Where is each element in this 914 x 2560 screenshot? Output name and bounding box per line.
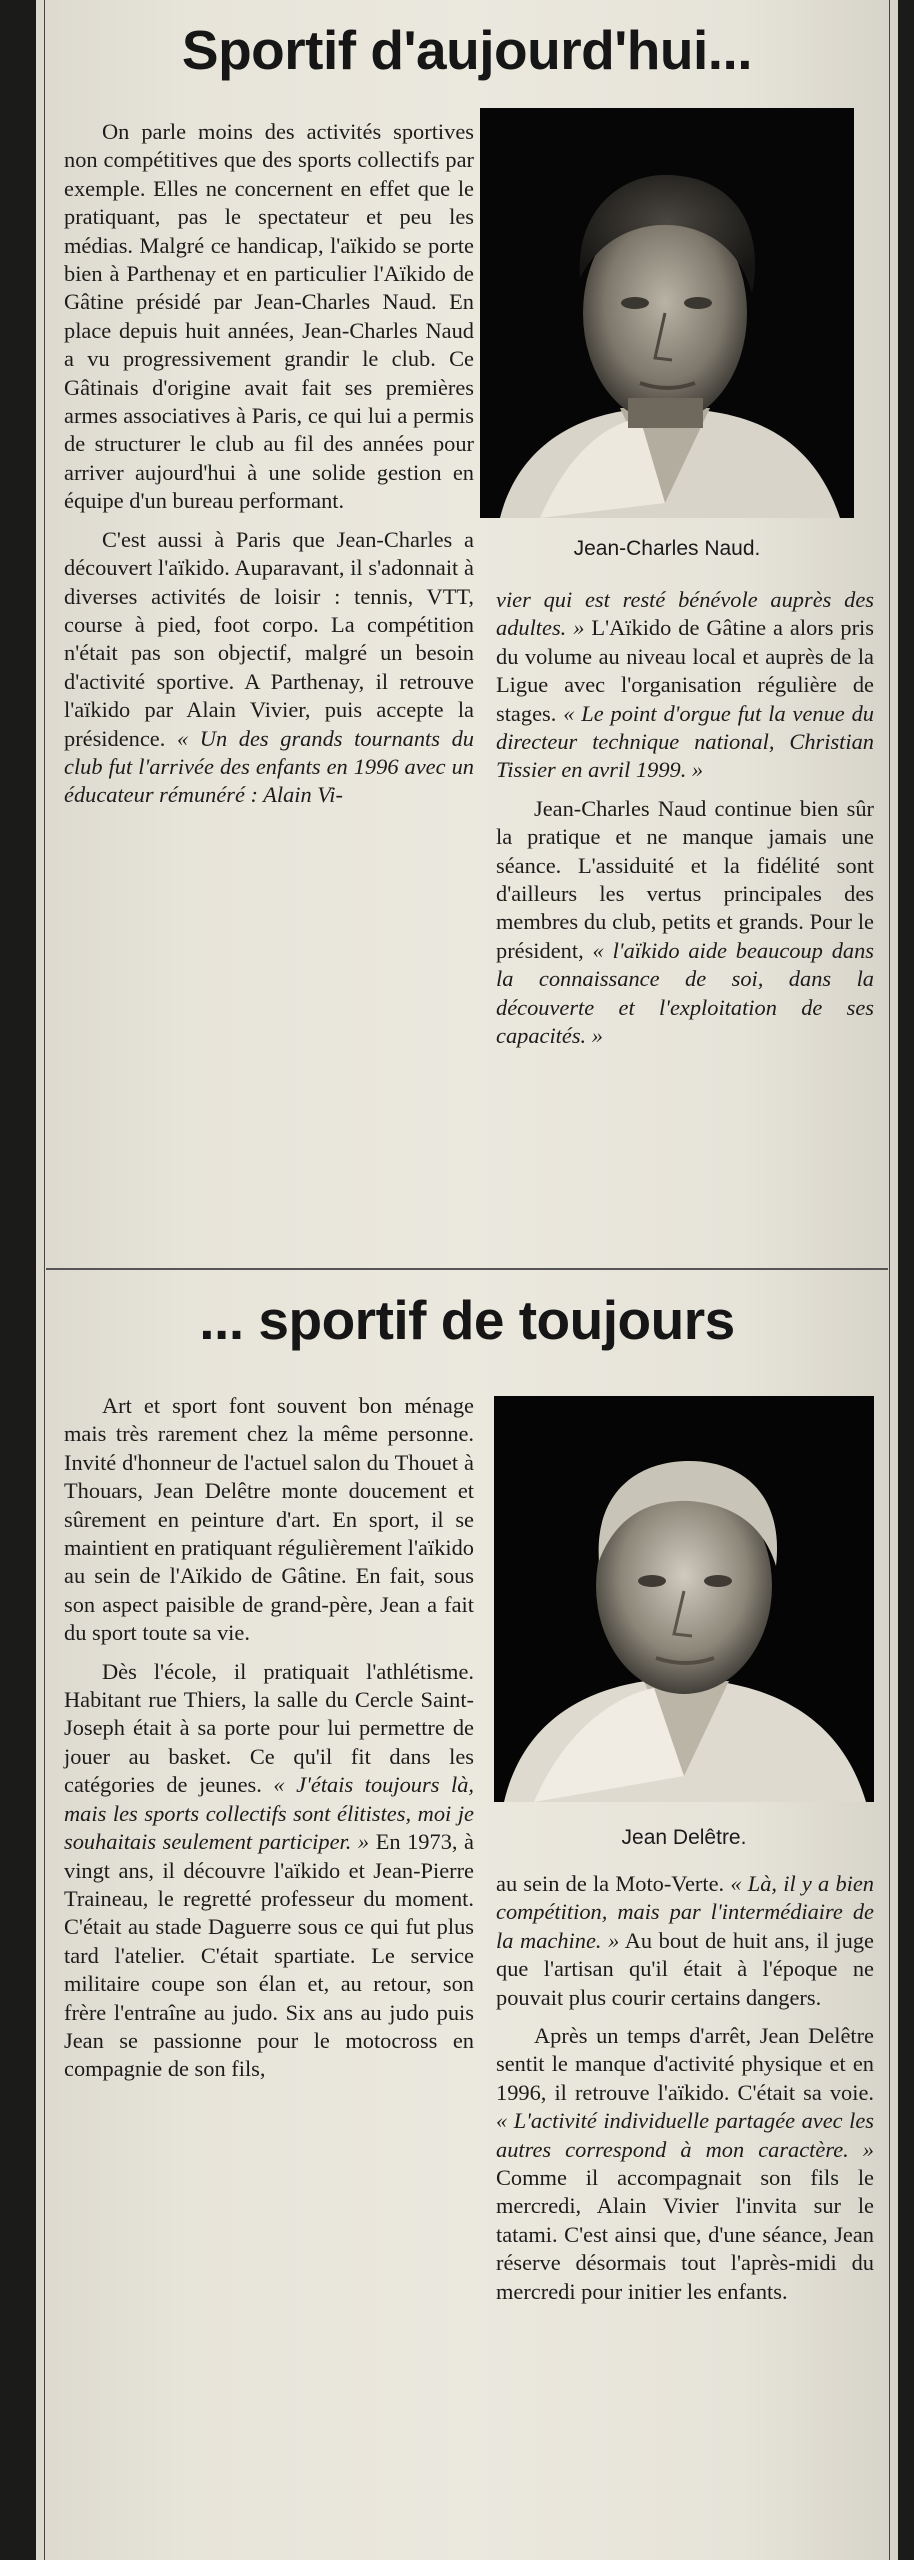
article-divider <box>46 1268 888 1270</box>
article2-right-column <box>496 1870 874 2306</box>
portrait-illustration <box>480 108 854 518</box>
right-column-rule <box>889 0 890 2560</box>
article1-quote: « Un des grands tournants du club fut l'arrivée des enfants en 1996 avec un éducateur rémunéré : Alain Vi- <box>64 725 474 808</box>
portrait-photo-jean-charles-naud <box>480 108 854 518</box>
article2-text: Au bout de huit ans, il juge que l'artisan qu'il était à l'époque ne pouvait plus courir certains dangers. <box>496 1927 874 2010</box>
article2-text: au sein de la Moto-Verte. <box>496 1871 725 1896</box>
article1-headline: Sportif d'aujourd'hui... <box>181 19 753 81</box>
article1-paragraph <box>496 795 874 1051</box>
article1-paragraph: On parle moins des activités sportives non compétitives que des sports collectifs par exemple. Elles ne concernent en effet que le pratiquant, pas le spectateur et peu les médias. Malgré ce handicap, l'aïkido se porte bien à Parthenay et en particulier l'Aïkido de Gâtine présidé par Jean-Charles Naud. En place depuis huit années, Jean-Charles Naud a vu progressivement grandir le club. Ce Gâtinais d'origine avait fait ses premières armes associatives à Paris, ce qui lui a permis de structurer le club au fil des années pour arriver aujourd'hui à une solide gestion en équipe d'un bureau performant. <box>64 119 474 514</box>
article2-paragraph <box>496 1870 874 2012</box>
article2-quote: « Là, il y a bien compétition, mais par l'intermédiaire de la machine. » <box>496 1871 874 1953</box>
article2-paragraph <box>64 1658 474 2084</box>
left-column-rule <box>44 0 45 2560</box>
article2-text: Dès l'école, il pratiquait l'athlétisme. Habitant rue Thiers, la salle du Cercle Saint-Joseph était à sa porte pour lui permettre de jouer au basket. Ce qu'il fit dans les catégories de jeunes. <box>64 1658 474 1798</box>
article1-paragraph <box>496 586 874 785</box>
photo-caption-jean-deletre: Jean Delêtre. <box>621 1826 747 1849</box>
article1-left-column <box>64 118 474 810</box>
portrait-photo-jean-deletre <box>494 1396 874 1802</box>
article1-right-column <box>496 586 874 1051</box>
newspaper-page <box>36 0 898 2560</box>
article2-text: Comme il accompagnait son fils le mercredi, Alain Vivier l'invita sur le tatami. C'est ainsi que, d'une séance, Jean réserve désormais tout l'après-midi du mercredi pour initier les enfants. <box>496 2165 874 2304</box>
article2-text: En 1973, à vingt ans, il découvre l'aïkido et Jean-Pierre Traineau, le regretté professeur du moment. C'était au stade Daguerre sous ce qui fut plus tard l'atelier. C'était spartiate. Le service militaire coupe son élan et, au retour, son frère l'entraîne au judo. Six ans au judo puis Jean se passionne pour le motocross en compagnie de son fils, <box>64 1829 474 2082</box>
article2-left-column <box>64 1392 474 2084</box>
article1-paragraph <box>64 526 474 810</box>
portrait-illustration <box>494 1396 874 1802</box>
article2-headline: ... sportif de toujours <box>199 1289 735 1351</box>
article2-quote: « L'activité individuelle partagée avec les autres correspond à mon caractère. » <box>496 2108 874 2162</box>
photo-caption-jean-charles-naud: Jean-Charles Naud. <box>573 537 761 560</box>
article2-paragraph: Art et sport font souvent bon ménage mais très rarement chez la même personne. Invité d'honneur de l'actuel salon du Thouet à Thouars, Jean Delêtre monte doucement et sûrement en peinture d'art. En sport, il se maintient en pratiquant régulièrement l'aïkido au sein de l'Aïkido de Gâtine. En fait, sous son aspect paisible de grand-père, Jean a fait du sport toute sa vie. <box>64 1393 474 1646</box>
article1-quote: « Le point d'orgue fut la venue du directeur technique national, Christian Tissier en avril 1999. » <box>496 700 874 783</box>
article1-quote: vier qui est resté bénévole auprès des adultes. » <box>496 587 874 641</box>
article1-text: Jean-Charles Naud continue bien sûr la pratique et ne manque jamais une séance. L'assiduité et la fidélité sont d'ailleurs les vertus principales des membres du club, petits et grands. Pour le président, <box>496 795 874 963</box>
article2-text: Après un temps d'arrêt, Jean Delêtre sentit le manque d'activité physique et en 1996, il retrouve l'aïkido. C'était sa voie. <box>496 2023 874 2105</box>
article1-text: L'Aïkido de Gâtine a alors pris du volume au niveau local et auprès de la Ligue avec l'organisation régulière de stages. <box>496 615 874 726</box>
article1-quote: « l'aïkido aide beaucoup dans la connaissance de soi, dans la découverte et l'exploitation de ses capacités. » <box>496 937 874 1049</box>
article2-paragraph <box>496 2022 874 2306</box>
article2-quote: « J'étais toujours là, mais les sports collectifs sont élitistes, moi je souhaitais seulement participer. » <box>64 1772 474 1855</box>
article1-text: C'est aussi à Paris que Jean-Charles a découvert l'aïkido. Auparavant, il s'adonnait à diverses activités de loisir : tennis, VTT, course à pied, foot corpo. La compétition n'était pas son objectif, malgré un besoin d'activité sportive. A Parthenay, il retrouve l'aïkido par Alain Vivier, puis accepte la présidence. <box>64 526 474 751</box>
